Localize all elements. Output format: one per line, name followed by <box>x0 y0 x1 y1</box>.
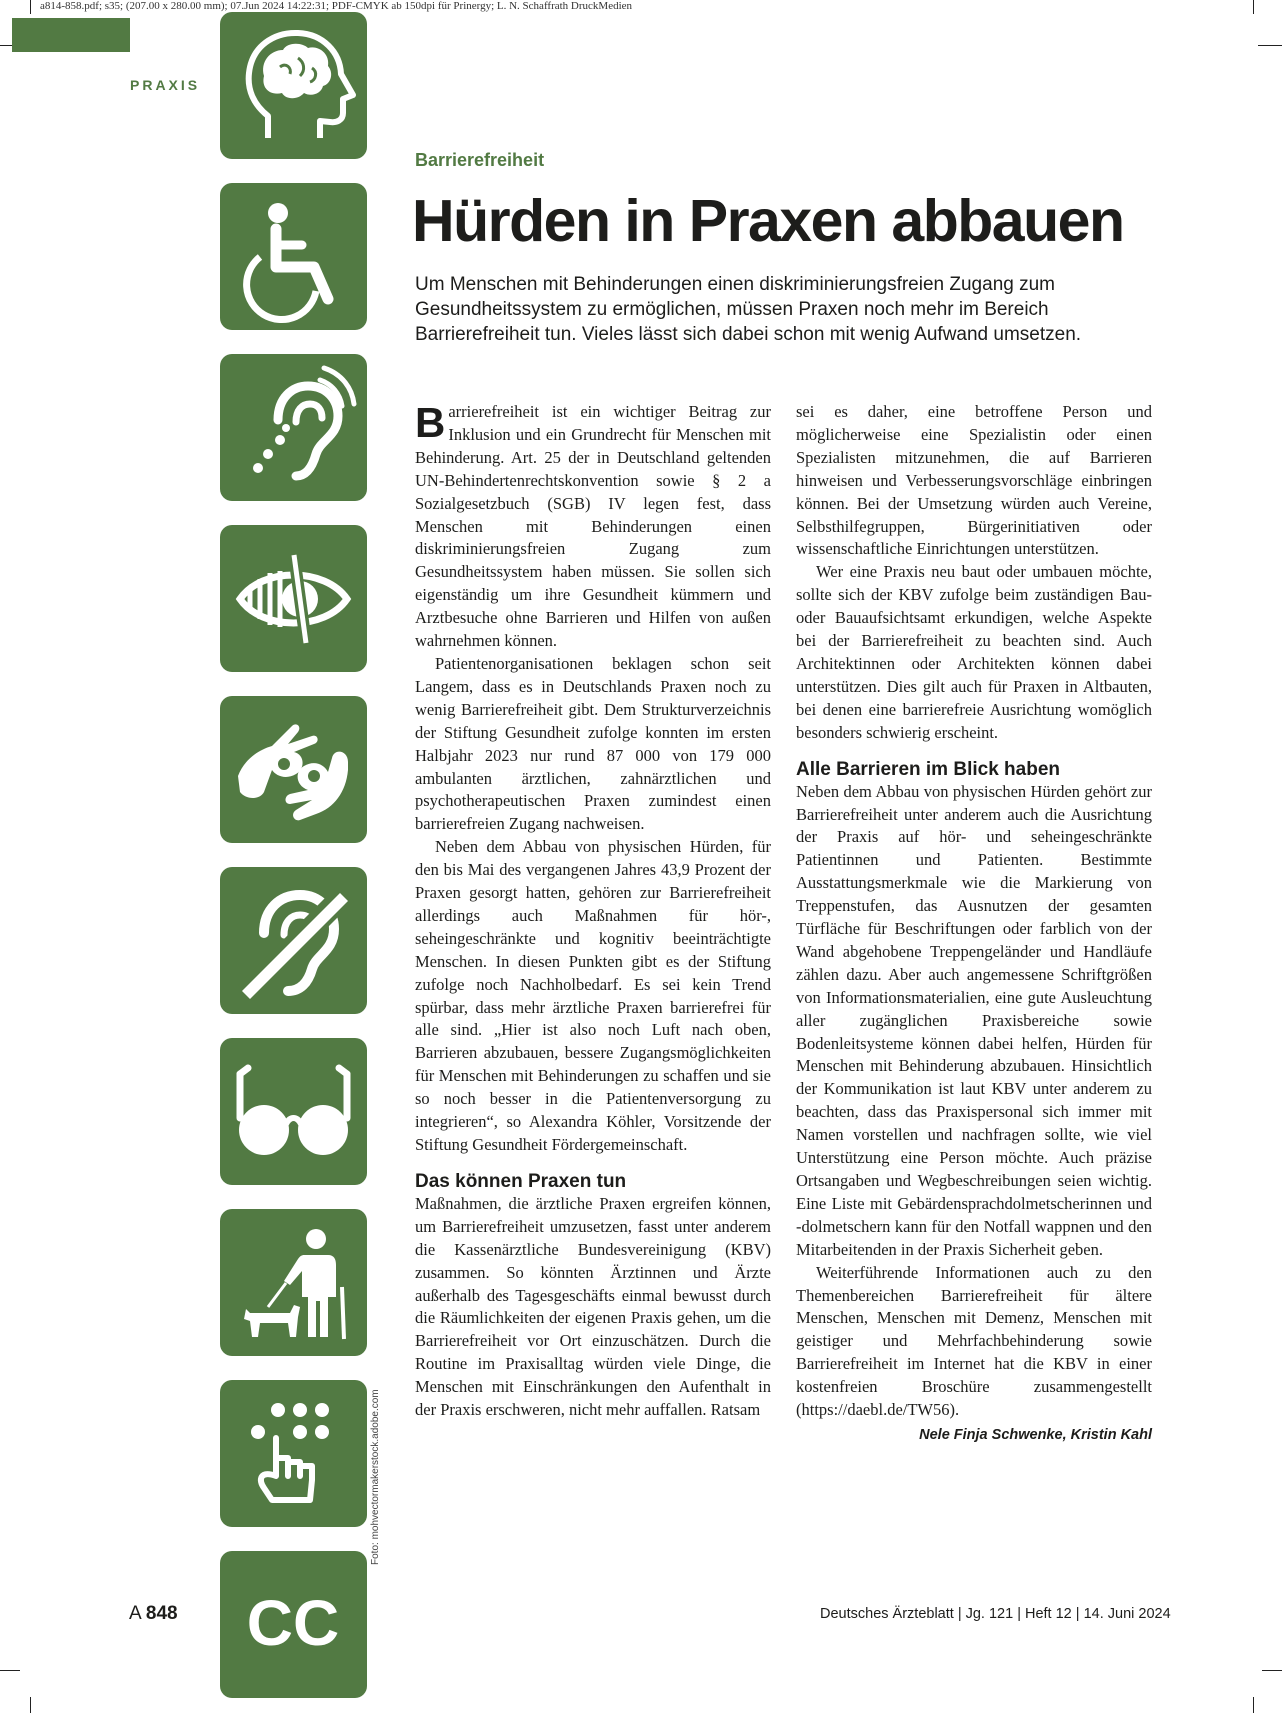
braille-icon <box>220 1380 367 1527</box>
assisted-listening-icon <box>220 354 367 501</box>
crop-mark <box>0 1670 20 1671</box>
guide-dog-icon <box>220 1209 367 1356</box>
crop-mark <box>1262 1670 1282 1671</box>
author-line: Nele Finja Schwenke, Kristin Kahl <box>919 1426 1152 1443</box>
journal-footer: Deutsches Ärzteblatt | Jg. 121 | Heft 12 | 14. Juni 2024 <box>820 1606 1171 1622</box>
photo-credit: Foto: mohvectormakerstock.adobe.com <box>370 1389 381 1565</box>
crop-mark <box>1253 0 1254 14</box>
paragraph: Neben dem Abbau von physischen Hürden, für den bis Mai des vergangenen Jahres 43,9 Prozent der Praxen gesorgt hatten, gehören zur Barrierefreiheit allerdings auch Maßnahmen für hör-, seheingeschränkte und kognitiv beeinträchtigte Menschen. In diesen Punkten gibt es der Stiftung zufolge noch Nachholbedarf. Es sei kein Trend spürbar, dass mehr ärztliche Praxen barrierefrei für alle sind. „Hier ist also noch Luft nach oben, Barrieren abzubauen, bessere Zugangsmöglichkeiten für Menschen mit Behinderungen zu schaffen und sie so noch besser in die Patientenversorgung zu integrieren“, so Alexandra Köhler, Vorsitzende der Stiftung Gesundheit Fördergemeinschaft. <box>415 837 771 1154</box>
print-info: a814-858.pdf; s35; (207.00 x 280.00 mm); 07.Jun 2024 14:22:31; PDF-CMYK ab 150dpi für Prinergy; L. N. Schaffrath DruckMedien <box>40 0 633 12</box>
paragraph: Patientenorganisationen beklagen schon seit Langem, dass es in Deutschlands Praxen noch zu wenig Barrierefreiheit gibt. Dem Strukturverzeichnis der Stiftung Gesundheit zufolge konnten im ersten Halbjahr 2023 nur rund 87 000 von 179 000 ambulanten ärztlichen, zahnärztlichen und psychotherapeutischen Praxen zumindest einen barrierefreien Zugang nachweisen. <box>415 653 771 834</box>
subheading: Das können Praxen tun <box>415 1170 627 1192</box>
page-title: Hürden in Praxen abbauen <box>412 188 1124 254</box>
crop-mark <box>30 0 31 14</box>
page-prefix: A <box>129 1603 141 1624</box>
article-column-1 <box>415 401 771 1422</box>
crop-mark <box>1258 45 1282 46</box>
crop-mark <box>1253 1697 1254 1713</box>
paragraph: Weiterführende Informationen auch zu den Themenbereichen Barrierefreiheit für ältere Menschen, Menschen mit Demenz, Menschen mit geistiger und Mehrfachbehinderung sowie Barrierefreiheit im Internet hat die KBV in einer kostenfreien Broschüre zusammengestellt (https://daebl.de/TW56). <box>796 1262 1152 1420</box>
paragraph: sei es daher, eine betroffene Person und möglicherweise eine Spezialistin oder einen Spezialisten mitzunehmen, die auf Barrieren hinweisen und Verbesserungsvorschläge einbringen können. Bei der Umsetzung würden auch Vereine, Selbsthilfegruppen, Bürgerinitiativen oder wissenschaftliche Einrichtungen unterstützen. <box>796 402 1152 559</box>
paragraph: Wer eine Praxis neu baut oder umbauen möchte, sollte sich der KBV zufolge beim zuständigen Bau- oder Bauaufsichtsamt erkundigen, welche Aspekte bei der Barrierefreiheit zu beachten sind. Auch Architektinnen oder Architekten können dabei unterstützen. Dies gilt auch für Praxen in Altbauten, bei denen eine barrierefreie Ausrichtung womöglich besonders schwierig erscheint. <box>796 562 1152 742</box>
paragraph-text: arrierefreiheit ist ein wichtiger Beitrag zur Inklusion und ein Grundrecht für Menschen mit Behinderung. Art. 25 der in Deutschland geltenden UN-Behindertenrechtskonvention sowie § 2 a Sozialgesetzbuch (SGB) IV legen fest, dass Menschen mit Behinderungen einen diskriminierungsfreien Zugang zum Gesundheitssystem haben müssen. Sie sollen sich eigenständig um ihre Gesundheit kümmern und Arztbesuche ohne Barrieren und Hilfen von außen wahrnehmen können. <box>415 402 771 651</box>
low-vision-icon <box>220 525 367 672</box>
crop-mark <box>30 1697 31 1713</box>
subheading: Alle Barrieren im Blick haben <box>796 758 1060 780</box>
glasses-icon <box>220 1038 367 1185</box>
hearing-impaired-icon <box>220 867 367 1014</box>
paragraph: Neben dem Abbau von physischen Hürden gehört zur Barrierefreiheit unter anderem auch die Ausrichtung der Praxis auf hör- und seheingeschränkte Patientinnen und Patienten. Bestimmte Ausstattungsmerkmale wie die Markierung von Treppenstufen, das Ausnutzen der gesamten Türfläche für Beschriftungen oder farblich von der Wand abgehobene Treppengeländer und Handläufe zählen dazu. Aber auch angemessene Schriftgrößen von Informationsmaterialien, eine gute Ausleuchtung aller zugänglichen Praxisbereiche sowie Bodenleitsysteme können dabei helfen, Hürden für Menschen mit Behinderung abzubauen. Hinsichtlich der Kommunikation ist laut KBV unter anderem zu beachten, dass das Praxispersonal sich immer mit Namen vorstellen und nachfragen sollte, wie viel Unterstützung eine Person möchte. Auch präzise Ortsangaben und Wegbeschreibungen seien wichtig. Eine Liste mit Gebärdensprachdolmetscherinnen und -dolmetschern kann für den Notfall wappnen und den Mitarbeitenden in der Praxis Sicherheit geben. <box>796 781 1152 1259</box>
article-lead: Um Menschen mit Behinderungen einen diskriminierungsfreien Zugang zum Gesundheitssystem zu ermöglichen, müssen Praxen noch mehr im Bereich Barrierefreiheit tun. Vieles lässt sich dabei schon mit wenig Aufwand umsetzen. <box>415 274 1082 345</box>
page-number-value: 848 <box>145 1603 178 1624</box>
brain-icon <box>220 12 367 159</box>
closed-captions-icon <box>220 1551 367 1698</box>
page-number <box>129 1603 178 1625</box>
wheelchair-icon <box>220 183 367 330</box>
svg-text:CC: CC <box>246 1587 340 1659</box>
paragraph <box>415 401 771 653</box>
sign-language-icon <box>220 696 367 843</box>
article-column-2 <box>796 401 1152 1447</box>
article-kicker: Barrierefreiheit <box>415 150 545 170</box>
paragraph: Maßnahmen, die ärztliche Praxen ergreifen können, um Barrierefreiheit umzusetzen, fasst unter anderem die Kassenärztliche Bundesvereinigung (KBV) zusammen. So könnten Ärztinnen und Ärzte außerhalb des Tagesgeschäfts einmal bewusst durch die Räumlichkeiten der eigenen Praxis gehen, um die Barrierefreiheit vor Ort einzuschätzen. Durch die Routine im Praxisalltag würden viele Dinge, die Menschen mit Einschränkungen den Aufenthalt in der Praxis erschweren, nicht mehr auffallen. Ratsam <box>415 1193 771 1420</box>
drop-cap: B <box>415 399 446 446</box>
section-label: PRAXIS <box>130 77 201 93</box>
section-color-bar <box>12 18 130 52</box>
